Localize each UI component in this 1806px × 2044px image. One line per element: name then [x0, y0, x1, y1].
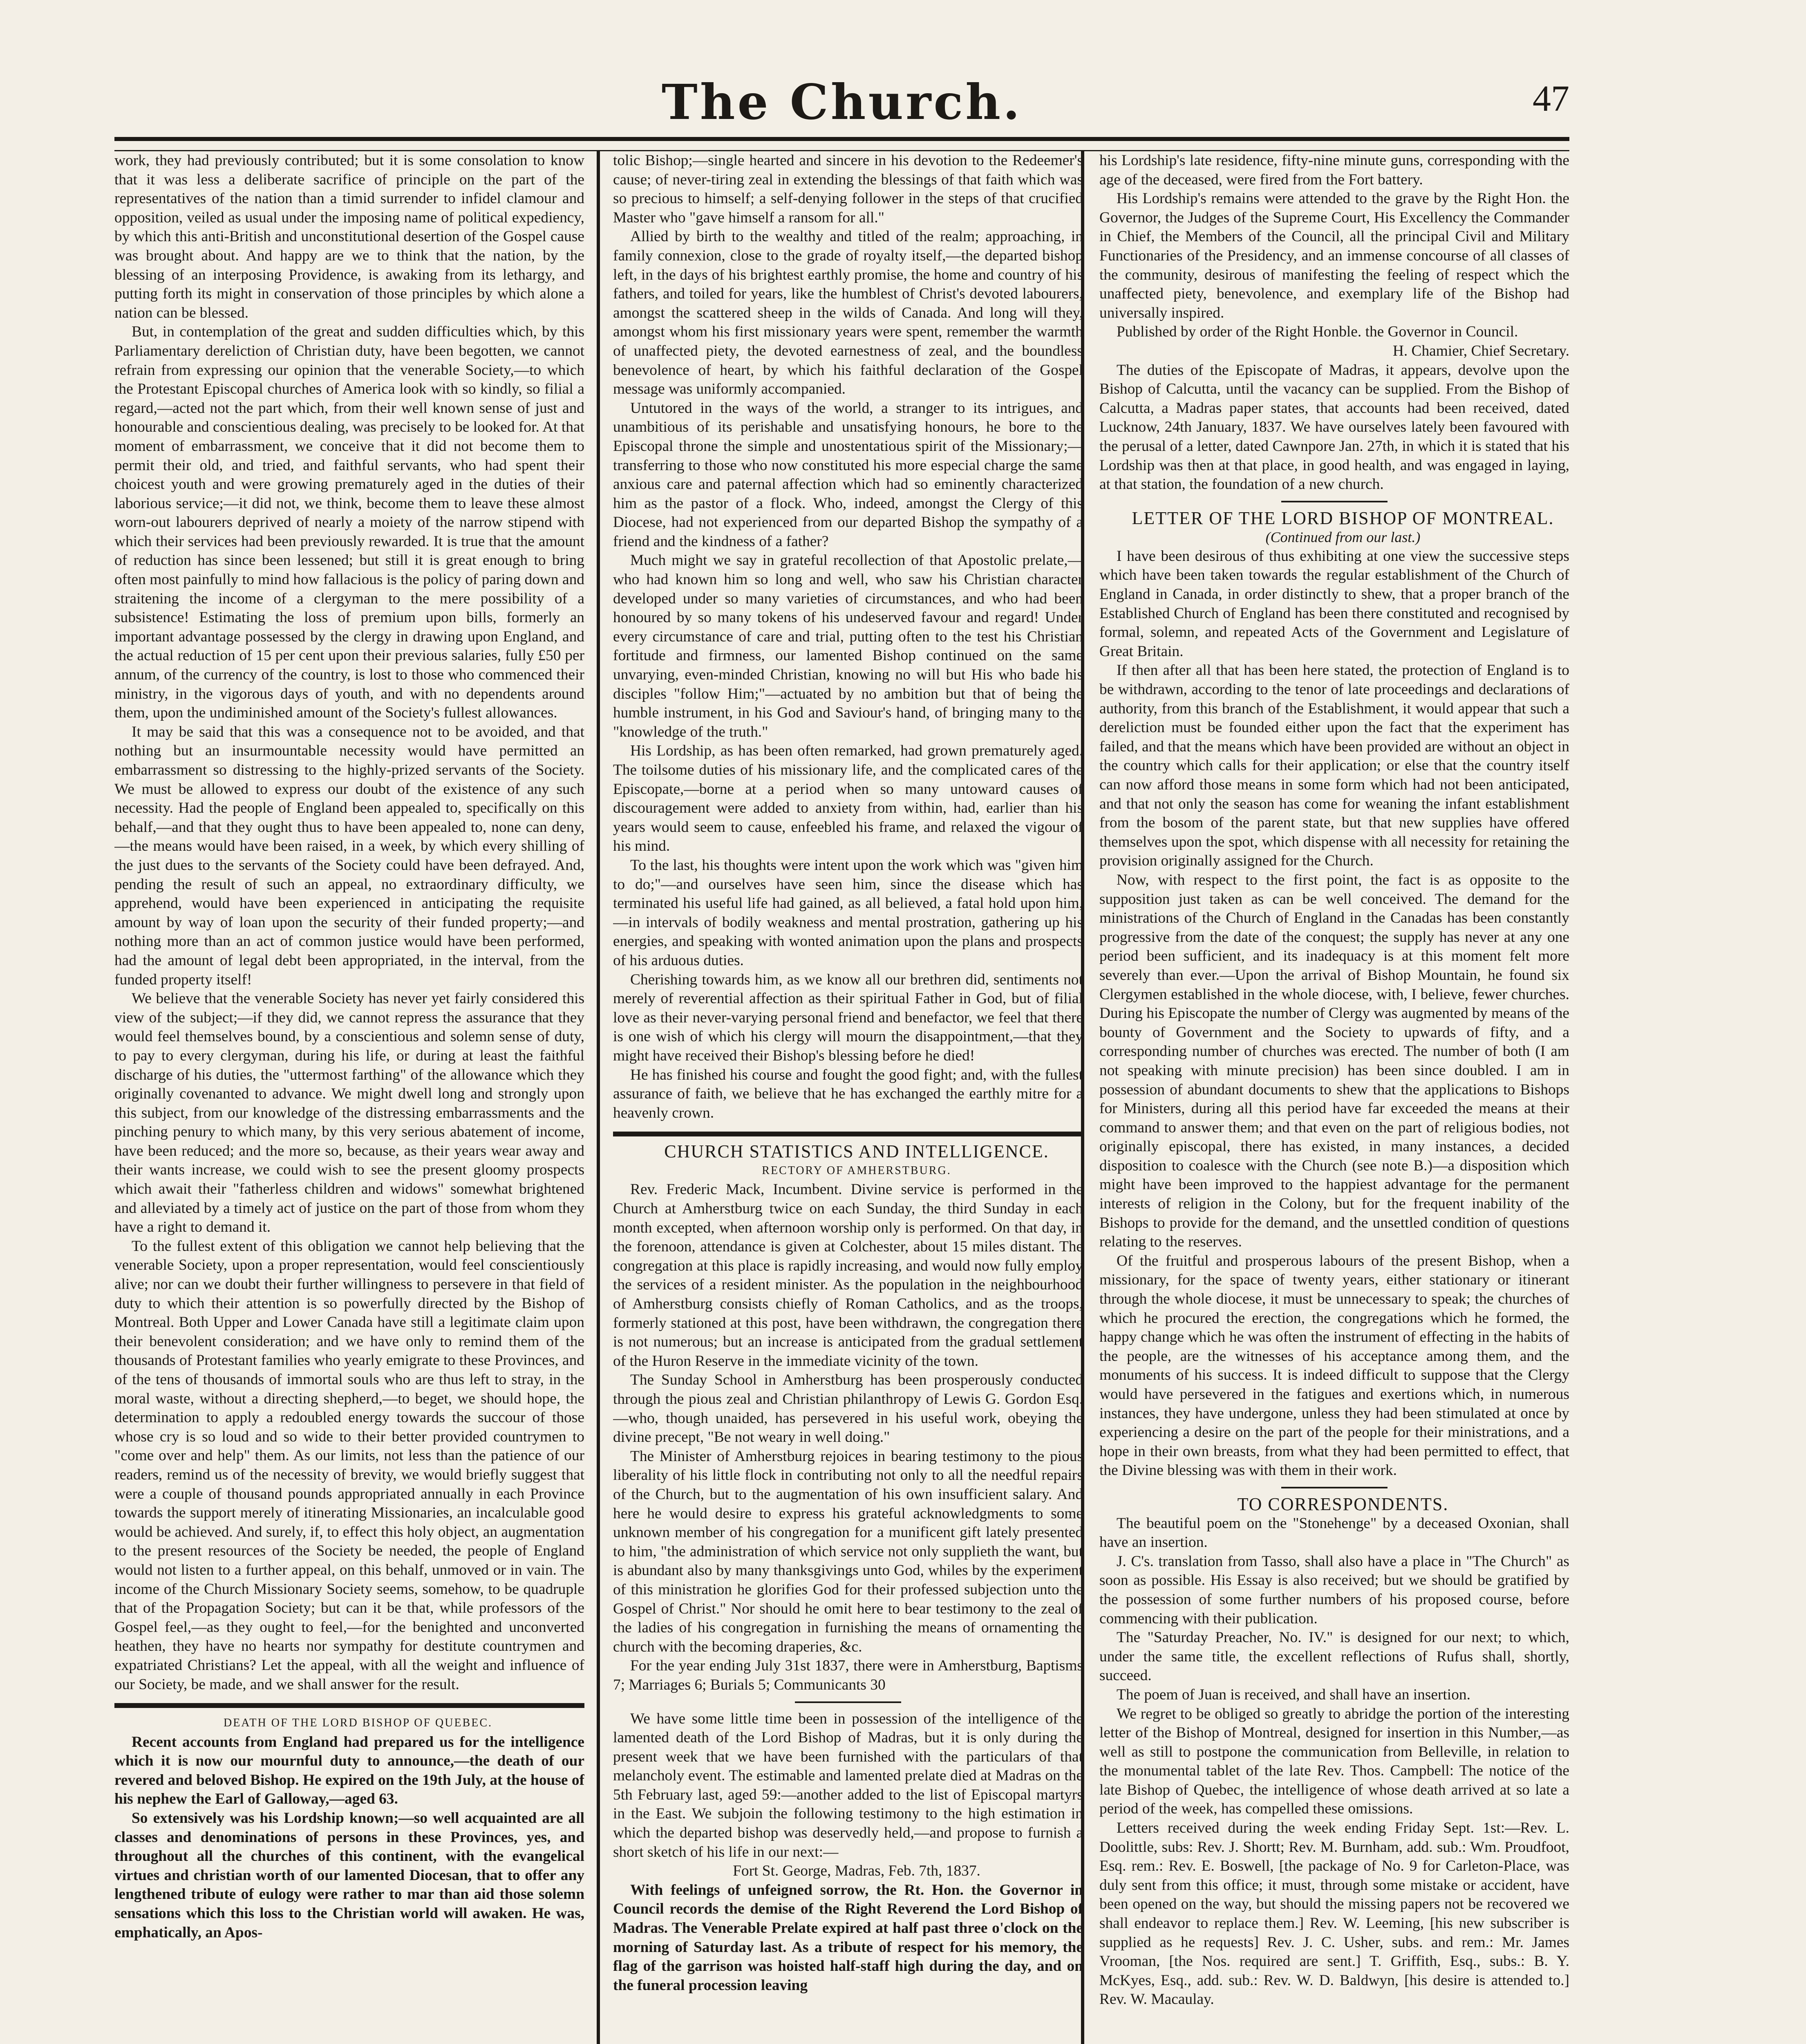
article-paragraph: We believe that the venerable Society has never yet fairly considered this view of the subject;—if they did, we cannot repress the assurance that they would feel themselves bound, by a conscientious and solemn sense of duty, to pay to every clergyman, during his life, or during at least the faithful discharge of his duties, the "uttermost farthing" of the allowance which they originally covenanted to advance. We might dwell long and strongly upon this subject, from our knowledge of the distressing embarrassments and the pinching penury to which many, by this very serious abatement of income, have been reduced; and the more so, because, as their years wear away and their wants increase, we could wish to see the present gloomy prospects which await their "fatherless children and widows" somewhat brightened and alleviated by a timely act of justice on the part of those from whom they have a right to demand it.: [114, 990, 584, 1236]
article-paragraph: We regret to be obliged so greatly to abridge the portion of the interesting letter of the Bishop of Montreal, designed for insertion in this Number,—as well as still to postpone the communication from Belleville, in relation to the monumental tablet of the late Rev. Thos. Campbell: The notice of the late Bishop of Quebec, the intelligence of whose death arrived at so late a period of the week, has compelled these omissions.: [1099, 1705, 1569, 1818]
masthead-title: The Church.: [661, 74, 1023, 130]
correspondents-heading: TO CORRESPONDENTS.: [1237, 1494, 1449, 1514]
article-paragraph: The duties of the Episcopate of Madras, it appears, devolve upon the Bishop of Calcutta, until the vacancy can be supplied. From the Bishop of Calcutta, a Madras paper states, that accounts had been received, dated Lucknow, 24th January, 1837. We have ourselves lately been favoured with the perusal of a letter, dated Cawnpore Jan. 27th, in which it is stated that his Lordship was then at that place, in good health, and was engaged in laying, at that station, the foundation of a new church.: [1099, 361, 1569, 493]
column-rule-1: [597, 151, 600, 2044]
dateline: Fort St. George, Madras, Feb. 7th, 1837.: [733, 1862, 980, 1880]
masthead: [114, 69, 1569, 135]
article-paragraph: But, in contemplation of the great and sudden difficulties which, by this Parliamentary dereliction of Christian duty, have been begotten, we cannot refrain from expressing our opinion that the venerable Society,—to which the Protestant Episcopal churches of America look with so kindly, so filial a regard,—acted not the part which, from their well known sense of just and honourable and conscientious dealing, was precisely to be looked for. At that moment of embarrassment, we conceive that it did not become them to permit their old, and tried, and faithful servants, who had spent their choicest youth and were growing prematurely aged in the duties of their laborious service;—it did not, we think, become them to leave these almost worn-out labourers deprived of nearly a moiety of the narrow stipend with which their services had been previously rewarded. It is true that the amount of reduction has since been lessened; but still it is great enough to bring often most painfully to mind how fallacious is the policy of paring down and straitening the income of a clergyman to the mere possibility of a subsistence! Estimating the loss of premium upon bills, formerly an important advantage possessed by the clergy in drawing upon England, and the actual reduction of 15 per cent upon their previous salaries, fully £50 per annum, of the currency of the country, is lost to those who commenced their ministry, in the vigorous days of youth, and with no dependents around them, upon the undiminished amount of the Society's fullest allowances.: [114, 323, 584, 722]
masthead-rule: [114, 137, 1569, 151]
article-paragraph: I have been desirous of thus exhibiting at one view the successive steps which have been taken towards the regular establishment of the Church of England in Canada, in order distinctly to shew, that a proper branch of the Established Church of England has been there constituted and recognised by formal, solemn, and repeated Acts of the Government and Legislature of Great Britain.: [1099, 547, 1569, 660]
article-paragraph: His Lordship, as has been often remarked, had grown prematurely aged. The toilsome duties of his missionary life, and the complicated cares of the Episcopate,—borne at a period when so many untoward causes of discouragement were added to anxiety from within, had, earlier than his years would seem to cause, enfeebled his frame, and relaxed the vigour of his mind.: [613, 742, 1083, 855]
article-paragraph: He has finished his course and fought the good fight; and, with the fullest assurance of faith, we believe that he has exchanged the earthly mitre for a heavenly crown.: [613, 1066, 1083, 1121]
letter-note: (Continued from our last.): [1265, 529, 1421, 546]
article-paragraph: The poem of Juan is received, and shall have an insertion.: [1117, 1686, 1470, 1703]
article-paragraph: Letters received during the week ending Friday Sept. 1st:—Rev. L. Doolittle, subs: Rev. J. Shortt; Rev. M. Burnham, add. sub.: Wm. Proudfoot, Esq. rem.: Rev. E. Boswell, [the package of No. 9 for Carleton-Place, was duly sent from this office; it must, through some mistake or accident, have been opened on the way, but should the missing papers not be recovered we shall endeavor to replace them.] Rev. W. Leeming, [his new subscriber is supplied as he requests] Rev. J. C. Usher, subs. and rem.: Mr. James Vrooman, [the Nos. required are sent.] T. Griffith, Esq., subs.: B. Y. McKyes, Esq., add. sub.: Rev. W. D. Baldwyn, [his desire is attended to.] Rev. W. Macaulay.: [1099, 1820, 1569, 2008]
article-paragraph: tolic Bishop;—single hearted and sincere in his devotion to the Redeemer's cause; of never-tiring zeal in extending the blessings of that faith which was so precious to himself; a self-denying follower in the steps of that crucified Master who "gave himself a ransom for all.": [613, 152, 1083, 226]
letter-heading: LETTER OF THE LORD BISHOP OF MONTREAL.: [1132, 508, 1554, 528]
section-rule: [114, 1703, 584, 1708]
death-heading: DEATH OF THE LORD BISHOP OF QUEBEC.: [223, 1717, 493, 1730]
article-paragraph: So extensively was his Lordship known;—so well acquainted are all classes and denominations of persons in these Provinces, yes, and throughout all the churches of this continent, with the evangelical virtues and christian worth of our lamented Diocesan, that to offer any lengthened tribute of eulogy were rather to mar than aid those solemn sensations which this loss to the Christian world will awaken. He was, emphatically, an Apos-: [114, 1810, 584, 1941]
article-paragraph: Now, with respect to the first point, the fact is as opposite to the supposition just taken as can be well conceived. The demand for the ministrations of the Church of England in the Canadas has been constantly progressive from the date of the conquest; the supply has never at any one period been sufficient, and its inadequacy is at this moment felt more severely than ever.—Upon the arrival of Bishop Mountain, he found six Clergymen established in the whole diocese, with, I believe, fewer churches. During his Episcopate the number of Clergy was augmented by means of the bounty of Government and the Society to upwards of fifty, and a corresponding number of churches was erected. The number of both (I am not speaking with minute precision) has been since doubled. I am in possession of abundant documents to shew that the applications to Bishops for Ministers, during all this period have far exceeded the means at their command to answer them; and that even on the part of religious bodies, not originally episcopal, there has existed, in many instances, a decided disposition to coalesce with the Church (see note B.)—a disposition which might have been improved to the happiest advantage for the permanent interests of religion in the Colony, but for the frequent inability of the Bishops to provide for the demand, and the unsettled condition of questions relating to the reserves.: [1099, 871, 1569, 1251]
article-paragraph: The Sunday School in Amherstburg has been prosperously conducted through the pious zeal and Christian philanthropy of Lewis G. Gordon Esq.—who, though unaided, has persevered in his useful work, obeying the divine precept, "Be not weary in well doing.": [613, 1372, 1083, 1446]
article-paragraph: Allied by birth to the wealthy and titled of the realm; approaching, in family connexion, close to the grade of royalty itself,—the departed bishop left, in the days of his brightest earthly promise, the home and country of his fathers, and toiled for years, like the humblest of Christ's devoted labourers, amongst the scattered sheep in the wilds of Canada. And long will they, amongst whom his first missionary years were spent, remember the warmth of unaffected piety, the devoted earnestness of zeal, and the boundless benevolence of heart, by which his faithful declaration of the Gospel message was uniformly accompanied.: [613, 228, 1083, 398]
article-paragraph: work, they had previously contributed; but it is some consolation to know that it was less a deliberate sacrifice of principle on the part of the representatives of the nation than a timid surrender to infidel clamour and opposition, veiled as usual under the imposing name of political expediency, by which this anti-British and unconstitutional desertion of the Gospel cause was brought about. And happy are we to think that the nation, by the blessing of an interposing Providence, is awaking from its lethargy, and putting forth its might in conservation of those principles by which alone a nation can be blessed.: [114, 152, 584, 321]
article-paragraph: It may be said that this was a consequence not to be avoided, and that nothing but an insurmountable necessity would have permitted an embarrassment so distressing to the highly-prized servants of the Society. We must be allowed to express our doubt of the existence of any such necessity. Had the people of England been appealed to, specifically on this behalf,—and that they ought thus to have been appealed to, none can deny,—the means would have been raised, in a week, by which every shilling of the just dues to the servants of the Society could have been defrayed. And, pending the result of such an appeal, no extraordinary difficulty, we apprehend, would have been experienced in anticipating the requisite amount by way of loan upon the security of their funded property;—and nothing more than an act of common justice would have been performed, had the amount of legal debt been appropriated, in the interval, from the funded property itself!: [114, 723, 584, 988]
stats-heading: CHURCH STATISTICS AND INTELLIGENCE.: [664, 1141, 1049, 1162]
column-2: [613, 151, 1083, 2044]
article-paragraph: We have some little time been in possession of the intelligence of the lamented death of the Lord Bishop of Madras, but it is only during the present week that we have been furnished with the particulars of that melancholy event. The estimable and lamented prelate died at Madras on the 5th February last, aged 59:—another added to the list of Episcopal martyrs in the East. We subjoin the following testimony to the high estimation in which the departed bishop was deservedly held,—and propose to furnish a short sketch of his life in our next:—: [613, 1710, 1083, 1860]
article-paragraph: For the year ending July 31st 1837, there were in Amherstburg, Baptisms 7; Marriages 6; Burials 5; Communicants 30: [613, 1657, 1083, 1693]
article-paragraph: Published by order of the Right Honble. the Governor in Council.: [1117, 323, 1518, 341]
short-rule: [1281, 1487, 1388, 1488]
article-paragraph: Recent accounts from England had prepared us for the intelligence which it is now our mournful duty to announce,—the death of our revered and beloved Bishop. He expired on the 19th July, at the house of his nephew the Earl of Galloway,—aged 63.: [114, 1733, 584, 1808]
article-paragraph: Much might we say in grateful recollection of that Apostolic prelate,—who had known him so long and well, who saw his Christian character developed under so many varieties of circumstances, and who had been honoured by so many tokens of his undeserved favour and regard! Under every circumstance of care and trial, putting often to the test his Christian fortitude and firmness, our lamented Bishop continued on the same unvarying, even-minded Christian, knowing no will but His who bade his disciples "follow Him;"—actuated by no ambition but that of being the humble instrument, in his God and Saviour's hand, of bringing many to the "knowledge of the truth.": [613, 552, 1083, 740]
short-rule: [795, 1701, 901, 1703]
article-paragraph: To the fullest extent of this obligation we cannot help believing that the venerable Society, upon a proper representation, would feel conscientiously alive; nor can we doubt their further willingness to persevere in that field of duty to which their attention is so powerfully directed by the Bishop of Montreal. Both Upper and Lower Canada have still a legitimate claim upon their benevolent consideration; and we have only to remind them of the thousands of Protestant families who yearly emigrate to these Provinces, and of the tens of thousands of immortal souls who are thus left to stray, in the moral waste, without a directing shepherd,—to beget, we should hope, the determination to apply a redoubled energy towards the succour of those whose cry is so loud and so wide to their better provided countrymen to "come over and help" them. As our limits, not less than the patience of our readers, remind us of the necessity of brevity, we would briefly suggest that were a couple of thousand pounds appropriated annually in each Province towards the support merely of itinerating Missionaries, an incalculable good would be achieved. And surely, if, to effect this holy object, an augmentation to the present resources of the Society be needed, the people of England would not listen to a further appeal, on this behalf, unmoved or in vain. The income of the Church Missionary Society seems, somehow, to be quadruple that of the Propagation Society; but can it be that, while professors of the Gospel feel,—as they ought to feel,—for the benighted and unconverted heathen, they have no hearts nor sympathy for destitute countrymen and expatriated Christians? Let the appeal, with all the weight and influence of our Society, be made, and we shall answer for the result.: [114, 1237, 584, 1693]
article-paragraph: J. C's. translation from Tasso, shall also have a place in "The Church" as soon as possible. His Essay is also received; but we should be gratified by the possession of some further numbers of his proposed course, before commencing with their publication.: [1099, 1553, 1569, 1627]
page-number: 47: [1533, 78, 1569, 119]
article-paragraph: The "Saturday Preacher, No. IV." is designed for our next; to which, under the same title, the excellent reflections of Rufus shall, shortly, succeed.: [1099, 1629, 1569, 1684]
article-paragraph: Rev. Frederic Mack, Incumbent. Divine service is performed in the Church at Amherstburg twice on each Sunday, the third Sunday in each month excepted, when afternoon worship only is performed. On that day, in the forenoon, attendance is given at Colchester, about 15 miles distant. The congregation at this place is rapidly increasing, and would now fully employ the services of a resident minister. As the population in the neighbourhood of Amherstburg consists chiefly of Roman Catholics, and as the troops, formerly stationed at this post, have been withdrawn, the congregation there is not numerous; but an increase is anticipated from the gradual settlement of the Huron Reserve in the immediate vicinity of the town.: [613, 1181, 1083, 1369]
article-paragraph: If then after all that has been here stated, the protection of England is to be withdrawn, according to the tenor of late proceedings and declarations of authority, from this branch of the Establishment, it would appear that such a dereliction must be founded either upon the fact that the experiment has failed, and that the means which have been provided are without an object in the country which calls for their application; or else that the country itself can now afford those means in some form which had not been anticipated, and that not only the season has come for weaning the infant establishment from the bosom of the parent state, but that new supplies have offered themselves upon the spot, which dispense with all necessity for retaining the provision originally assigned for the Church.: [1099, 662, 1569, 870]
article-paragraph: The beautiful poem on the "Stonehenge" by a deceased Oxonian, shall have an insertion.: [1099, 1515, 1569, 1551]
column-1: [114, 151, 584, 2044]
column-3: [1099, 151, 1569, 2044]
short-rule: [1281, 501, 1388, 502]
stats-subheading: RECTORY OF AMHERSTBURG.: [762, 1164, 951, 1177]
section-rule: [613, 1132, 1083, 1136]
article-paragraph: His Lordship's remains were attended to the grave by the Right Hon. the Governor, the Judges of the Supreme Court, His Excellency the Commander in Chief, the Members of the Council, all the principal Civil and Military Functionaries of the Presidency, and an immense concourse of all classes of the community, desirous of manifesting the feeling of respect which the unaffected piety, benevolence, and exemplary life of the Bishop had universally inspired.: [1099, 190, 1569, 321]
article-paragraph: Of the fruitful and prosperous labours of the present Bishop, when a missionary, for the space of twenty years, either stationary or itinerant through the whole diocese, it must be unnecessary to speak; the churches of which he procured the erection, the congregations which he formed, the happy change which he was often the instrument of effecting in the habits of the people, are the witnesses of his acceptance among them, and the monuments of his success. It is indeed difficult to suppose that the Clergy would have persevered in the fatigues and exertions which, in numerous instances, they have undergone, unless they had been stimulated at once by experiencing a desire on the part of the people for their ministrations, and a hope in their own breasts, from what they had been permitted to effect, that the Divine blessing was with them in their work.: [1099, 1252, 1569, 1479]
article-paragraph: Cherishing towards him, as we know all our brethren did, sentiments not merely of reverential affection as their spiritual Father in God, but of filial love as their never-varying personal friend and benefactor, we feel that there is one wish of which his clergy will mourn the disappointment,—that they might have received their Bishop's blessing before he died!: [613, 971, 1083, 1064]
article-paragraph: Untutored in the ways of the world, a stranger to its intrigues, and unambitious of its perishable and unsatisfying honours, he bore to the Episcopal throne the simple and unostentatious spirit of the Missionary;—transferring to those who now constituted his more especial charge the same anxious care and paternal affection which had so eminently characterized him as the pastor of a flock. Who, indeed, amongst the Clergy of this Diocese, had not experienced from our departed Bishop the sympathy of a friend and the kindness of a father?: [613, 399, 1083, 550]
article-paragraph: With feelings of unfeigned sorrow, the Rt. Hon. the Governor in Council records the demise of the Right Reverend the Lord Bishop of Madras. The Venerable Prelate expired at half past three o'clock on the morning of Saturday last. As a tribute of respect for his memory, the flag of the garrison was hoisted half-staff high during the day, and on the funeral procession leaving: [613, 1881, 1083, 1994]
article-paragraph: To the last, his thoughts were intent upon the work which was "given him to do;"—and ourselves have seen him, since the disease which has terminated his useful life had gained, as all believed, a fatal hold upon him,—in intervals of bodily weakness and mental prostration, gathering up his energies, and speaking with wonted animation upon the plans and prospects of his arduous duties.: [613, 856, 1083, 969]
article-paragraph: his Lordship's late residence, fifty-nine minute guns, corresponding with the age of the deceased, were fired from the Fort battery.: [1099, 152, 1569, 188]
signature: H. Chamier, Chief Secretary.: [1392, 342, 1569, 359]
article-paragraph: The Minister of Amherstburg rejoices in bearing testimony to the pious liberality of his little flock in contributing not only to all the needful repairs of the Church, but to the augmentation of his own insufficient salary. And here he would desire to express his grateful acknowledgments to some unknown member of his congregation for a munificent gift lately presented to him, "the administration of which service not only supplieth the want, but is abundant also by many thanksgivings unto God, whiles by the experiment of this ministration he glorifies God for their professed subjection unto the Gospel of Christ." Nor should he omit here to bear testimony to the zeal of the ladies of his congregation in furnishing the means of ornamenting the church with the becoming draperies, &c.: [613, 1448, 1083, 1655]
